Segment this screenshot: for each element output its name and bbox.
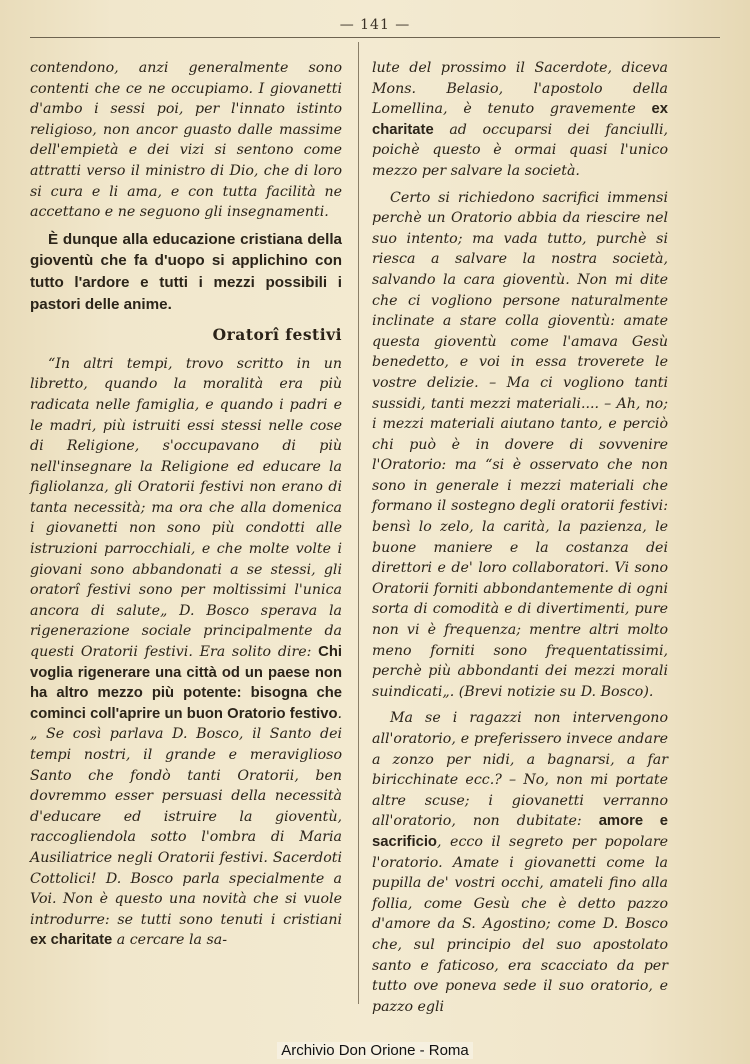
section-heading: Oratorî festivi xyxy=(212,325,342,345)
amore-sacrificio: amore e sacrificio xyxy=(372,813,668,850)
quote-text-a: “In altri tempi, trovo scritto in un libretto, quando la moralità era più radicata nelle famiglia, e quando i padri e le madri, più istruiti essi stessi nelle cose di Religione, s'occupavano di più nell'insegnare la Religione ed educare la figliolanza, gli Oratorii festivi non erano di tanta necessità; ma ora che alla domenica i giovanetti non sono più condotti alle istruzioni parrocchiali, e che molte volte i giovani sono abbandonati a se stessi, gli oratorî festivi sono per moltissimi l'unica ancora di salute„ D. Bosco sperava la rigenerazione sociale principalmente da questi Oratorii festivi. Era solito dire: xyxy=(30,355,342,661)
left-column xyxy=(30,58,342,951)
right-text-c: Ma se i ragazzi non intervengono all'oratorio, e preferissero invece andare a zonzo per nidi, a bagnarsi, a far biricchinate ecc.? – No, non mi portate altre scuse; i giovanetti verranno all'oratorio, non dubitate: xyxy=(372,710,668,830)
ex-charitate-left: ex charitate xyxy=(30,932,113,949)
quote-bold-end: .„ xyxy=(30,705,342,743)
quote-text-b: Se così parlava D. Bosco, il Santo dei tempi nostri, il grande e meraviglioso Santo che fondò tanti Oratorii, ben dovremmo esser persuasi della necessità d'educare ed istruire la gioventù, raccogliendola sotto l'ombra di Maria Ausiliatrice negli Oratorii festivi. Sacerdoti Cottolici! D. Bosco parla specialmente a Voi. Non è questo una novità che si vuole introdurre: se tutti sono tenuti i cristiani xyxy=(30,726,342,928)
footer-text: Archivio Don Orione - Roma xyxy=(277,1042,473,1059)
ex-charitate-right: ex charitate xyxy=(372,101,668,138)
right-text-b: ad occuparsi dei fanciulli, poichè questo è ormai quasi l'unico mezzo per salvare la società. xyxy=(372,121,669,179)
header-rule xyxy=(30,37,720,38)
right-column xyxy=(372,58,668,1017)
page-number: — 141 — xyxy=(339,17,411,33)
left-paragraph-2 xyxy=(30,354,342,951)
archive-footer xyxy=(0,1042,750,1059)
left-paragraph-bold: È dunque alla educazione cristiana della gioventù che fa d'uopo si applichino con tutto l'ardore e tutti i mezzi possibili i pastori delle anime. xyxy=(30,230,342,313)
right-paragraph-1 xyxy=(372,58,668,182)
column-divider xyxy=(358,42,359,1004)
right-text-d: , ecco il segreto per popolare l'oratorio. Amate i giovanetti come la pupilla de' vostri occhi, amateli fino alla follia, come Gesù che è detto pazzo d'amore da S. Agostino; come D. Bosco che, sul principio del suo apostolato santo e faticoso, era scacciato da per tutto ove poneva sede il suo oratorio, e pazzo egli xyxy=(372,833,668,1015)
quote-text-c: a cercare la sa- xyxy=(116,932,227,949)
left-paragraph-1: contendono, anzi generalmente sono contenti che ce ne occupiamo. I giovanetti d'ambo i sessi poi, per l'innato istinto religioso, non ancor guasto dalle massime dell'empietà e dei vizi si sentono come attratti verso il ministro di Dio, che di loro si cura e li ama, e con tutta facilità ne accettano e ne seguono gli insegnamenti. xyxy=(30,60,342,221)
right-text-a: lute del prossimo il Sacerdote, diceva Mons. Belasio, l'apostolo della Lomellina, è tenuto gravemente xyxy=(372,60,668,118)
right-paragraph-3 xyxy=(372,708,668,1017)
quote-bold: Chi voglia rigenerare una città od un paese non ha altro mezzo più potente: bisogna che cominci coll'aprire un buon Oratorio festivo xyxy=(30,644,342,722)
right-paragraph-2: Certo si richiedono sacrifici immensi perchè un Oratorio abbia da riescire nel suo intento; ma vada tutto, purchè si riesca a salvare la nostra società, salvando la cara gioventù. Non mi dite che ci vogliono persone naturalmente inclinate a stare colla gioventù: amate questa gioventù come l'amava Gesù benedetto, e voi in essa troverete le vostre delizie. – Ma ci vogliono tanti sussidi, tanti mezzi materiali.... – Ah, no; i mezzi materiali aiutano tanto, e perciò chi può è in dovere di sovvenire l'Oratorio: ma “si è osservato che non sono in generale i mezzi materiali che formano il sostegno degli oratorii festivi: bensì lo zelo, la carità, la pazienza, le buone maniere e la costanza dei direttori e de' loro collaboratori. Vi sono Oratorii forniti abbondantemente di ogni sorta di comodità e di divertimenti, pure non vi è frequenza; mentre altri molto meno forniti sono frequentatissimi, perchè più abbondanti dei mezzi morali suindicati„. (Brevi notizie su D. Bosco). xyxy=(372,189,668,700)
